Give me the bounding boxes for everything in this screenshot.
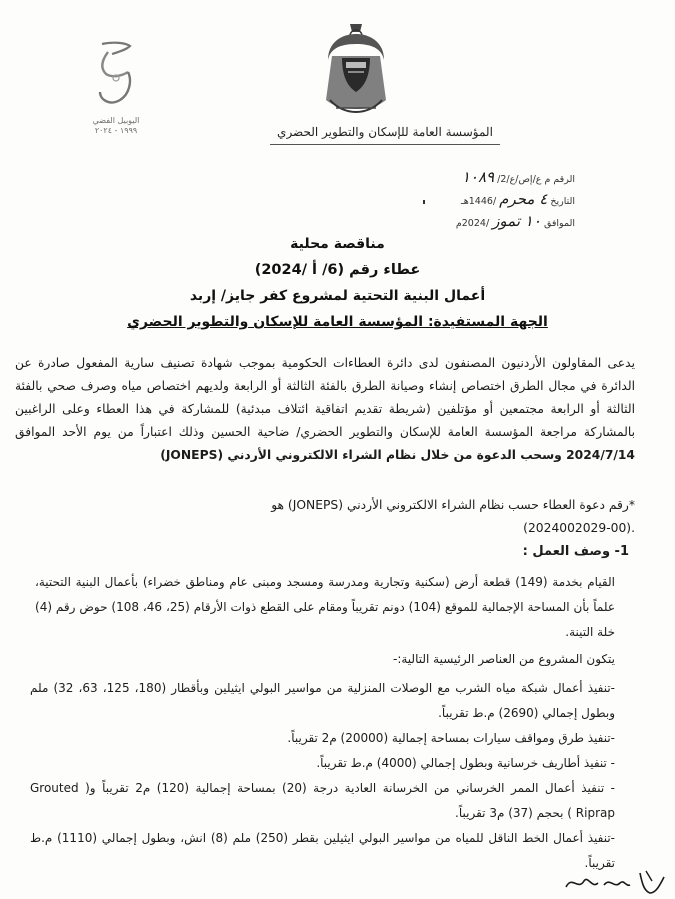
work-description-text: القيام بخدمة (149) قطعة أرض (سكنية وتجارية ومدرسة ومسجد ومبنى عام ومناطق خضراء) بأعمال البنية التحتية، علماً بأن المساحة الإجمالية للموقع (104) دونم تقريباً ومقام على القطع ذوات الأرقام (25، 46، 108) حوض رقم (4) خلة التينة. <box>35 575 616 639</box>
section-work-description-title: 1- وصف العمل : <box>522 544 629 559</box>
components-intro: يتكون المشروع من العناصر الرئيسية التالية:- <box>393 652 615 666</box>
anniversary-logo <box>82 38 150 138</box>
tender-number-heading: عطاء رقم (6/ أ /2024) <box>254 262 421 278</box>
invitation-date-line: 2024/7/14 وسحب الدعوة من خلال نظام الشراء الالكتروني الأردني (JONEPS) <box>160 448 635 462</box>
reference-date <box>365 190 575 208</box>
organization-name: المؤسسة العامة للإسكان والتطوير الحضري <box>277 125 493 139</box>
date-year: /1446هـ <box>460 196 497 207</box>
handwritten-initials-signature <box>560 865 670 899</box>
logo-years: ١٩٩٩ - ٢٠٢٤ <box>94 126 138 135</box>
date-handwritten: ٤ محرم <box>499 190 548 208</box>
reference-number-handwritten: ١٠٨٩ <box>461 168 495 186</box>
project-components-list <box>30 676 615 876</box>
equivalent-date-year: /2024م <box>455 218 490 229</box>
reference-number-label: الرقم م ع/إص/ع/2/ <box>497 174 575 185</box>
tender-type-heading: مناقصة محلية <box>290 236 385 252</box>
reference-number <box>365 168 575 186</box>
date-label: التاريخ <box>550 196 575 207</box>
joneps-invitation-number: (2024002029-00). <box>523 521 635 535</box>
equivalent-date-label: الموافق <box>543 218 575 229</box>
list-item: -تنفيذ أعمال شبكة مياه الشرب مع الوصلات المنزلية من مواسير البولي ايثيلين وبأقطار (180، 125، 63، 32) ملم وبطول إجمالي (2690) م.ط تقريباً. <box>30 681 616 720</box>
logo-caption: اليوبيل الفضي <box>92 116 140 125</box>
list-item: -تنفيذ أعمال الخط الناقل للمياه من مواسير البولي ايثيلين بقطر (250) ملم (8) انش، وبطول إجمالي (1110) م.ط تقريباً. <box>30 831 615 870</box>
invitation-text: يدعى المقاولون الأردنيون المصنفون لدى دائرة العطاءات الحكومية بموجب شهادة تصنيف سارية المفعول صادرة عن الدائرة في مجال الطرق اختصاص إنشاء وصيانة الطرق بالفئة الثالثة أو الرابعة ولديهم اختصاص مياه وصرف صحي بالفئة الثالثة أو الرابعة مجتمعين أو مؤتلفين (شريطة تقديم اتفاقية ائتلاف مبدئية) للمشاركة في هذا العطاء وعلى الراغبين بالمشاركة مراجعة المؤسسة العامة للإسكان والتطوير الحضري/ ضاحية الحسين وذلك اعتباراً من يوم الأحد الموافق <box>15 356 635 439</box>
equivalent-date-handwritten: ١٠ تموز <box>492 212 541 230</box>
reference-equivalent-date <box>365 212 575 230</box>
joneps-reference-line: *رقم دعوة العطاء حسب نظام الشراء الالكتروني الأردني (JONEPS) هو <box>271 498 635 512</box>
list-item: - تنفيذ أطاريف خرسانية وبطول إجمالي (4000) م.ط تقريباً. <box>316 756 615 770</box>
silver-jubilee-emblem <box>82 38 150 112</box>
beneficiary-heading: الجهة المستفيدة: المؤسسة العامة للإسكان والتطوير الحضري <box>127 314 548 330</box>
list-item: -تنفيذ طرق ومواقف سيارات بمساحة إجمالية (20000) م2 تقريباً. <box>287 731 615 745</box>
letterhead-divider <box>270 144 500 145</box>
list-item: - تنفيذ أعمال الممر الخرساني من الخرسانة العادية درجة (20) بمساحة إجمالية (120) م2 تقريباً و( Grouted Riprap ) بحجم (37) م3 تقريباً. <box>30 781 615 820</box>
project-title-heading: أعمال البنية التحتية لمشروع كفر جايز/ إربد <box>189 288 486 304</box>
invitation-paragraph <box>15 352 635 467</box>
coat-of-arms-icon <box>320 20 392 120</box>
ink-mark <box>423 200 425 204</box>
